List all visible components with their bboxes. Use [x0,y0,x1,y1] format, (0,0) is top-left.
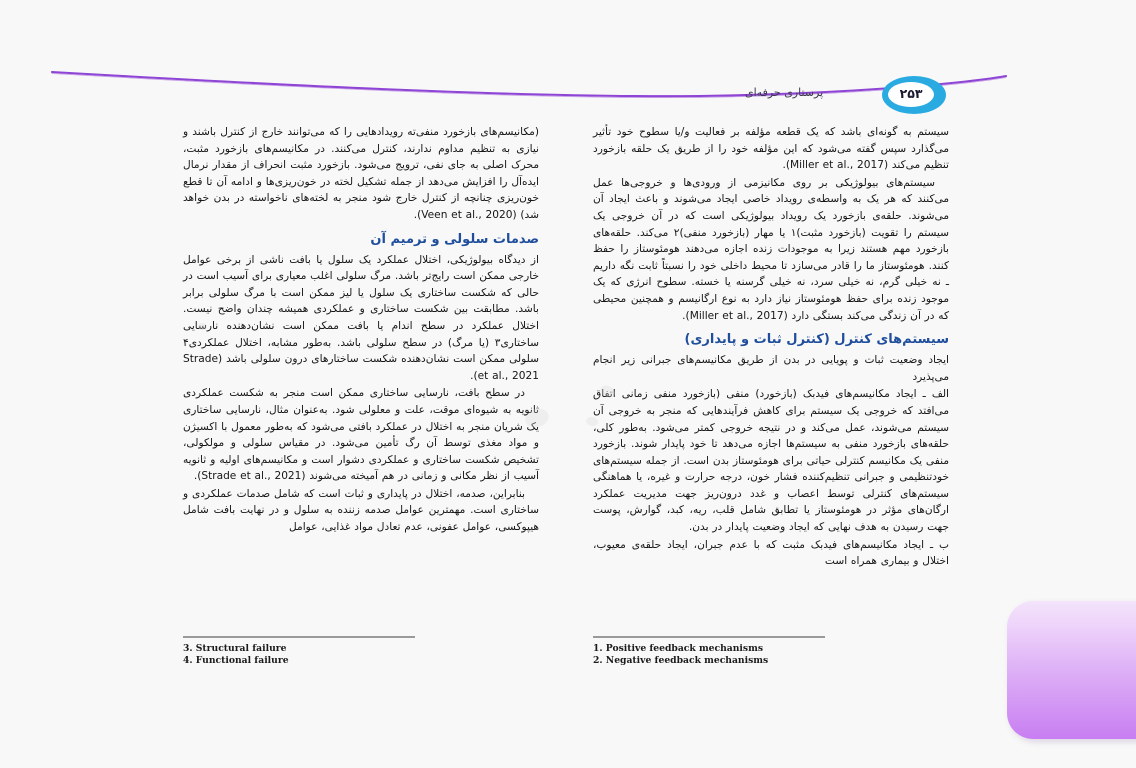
paragraph: (مکانیسم‌های بازخورد منفی‌ته رویدادهایی را که می‌توانند خارج از کنترل باشند و نیازی به تنظیم مداوم ندارند، کنترل می‌کنند. در مکانیسم‌های بازخورد مثبت، محرک اصلی به جای نفی، ترویج می‌شود. بازخورد مثبت انحراف از مقدار نرمال ایده‌آل را افزایش می‌دهد از جمله تشکیل لخته در خون‌ریزی‌ها و ادامه آن تا قطع خون‌ریزی چنانچه از کنترل خارج شود منجر به لخته‌های ناخواسته در بدن خواهد شد) (Veen et al., 2020). [183,126,539,221]
paragraph: بنابراین، صدمه، اختلال در پایداری و ثبات است که شامل صدمات عملکردی و ساختاری است. مهمترین عوامل صدمه زننده به سلول و در نهایت بافت شامل هیپوکسی، عوامل عفونی، عدم تعادل مواد غذایی، عوامل [183,487,539,534]
paragraph: ب ـ ایجاد مکانیسم‌های فیدبک مثبت که با عدم جبران، ایجاد حلقه‌ی معیوب، اختلال و بیماری همراه است [593,538,949,568]
paragraph: از دیدگاه بیولوژیکی، اختلال عملکرد یک سلول یا بافت ناشی از برخی عوامل خارجی ممکن است رایج‌تر باشد. مرگ سلولی اغلب معیاری برای آسیب است در حالی که شکست ساختاری یک سلول یا لیز ممکن است با مرگ سلولی برابر باشد. مطابقت بین شکست ساختاری و عملکردی همیشه چندان واضح نیست. اختلال عملکرد در سطح اندام یا بافت ممکن است نشان‌دهنده نارسایی ساختاری۳ (یا مرگ) در سطح سلولی باشد. به‌طور مشابه، اختلال عملکردی۴ سلولی ممکن است نشان‌دهنده شکست ساختارهای درون سلولی باشد (Strade et al., 2021). [183,253,539,382]
paragraph: الف ـ ایجاد مکانیسم‌های فیدبک (بازخورد) منفی (بازخورد منفی زمانی اتفاق می‌افتد که خروجی یک سیستم برای کاهش فرآیندهایی که منجر به خروجی آن سیستم می‌شوند، عمل می‌کند و در نتیجه خروجی کمتر می‌شود. به‌طور کلی، حلقه‌های بازخورد منفی به سیستم‌ها اجازه می‌دهد تا خود پایدار شوند. بازخورد منفی یک مکانیسم کنترلی حیاتی برای هومئوستاز بدن است. از جمله سیستم‌های خودتنظیمی و جبرانی تنظیم‌کننده فشار خون، درجه حرارت و غیره، یا هماهنگی سیستم‌های کنترلی توسط اعصاب و غدد درون‌ریز جهت مدیریت عملکرد ارگان‌های مؤثر در هومئوستاز یا تطابق شامل قلب، ریه، کبد، گوارش، پوست جهت رسیدن به هدف نهایی که ایجاد وضعیت پایدار در بدن. [593,388,949,534]
footnote-separator-rule [183,636,415,638]
text-column-right [593,124,949,571]
footnote-list-left [183,643,539,668]
section-heading: سیستم‌های کنترل (کنترل ثبات و پایداری) [684,332,949,348]
wave-line-decoration [0,58,1136,118]
footnote-item: 4. Functional failure [183,655,289,667]
footnote-item: 3. Structural failure [183,642,287,654]
paragraph: در سطح بافت، نارسایی ساختاری ممکن است منجر به شکست عملکردی ثانویه به شیوه‌ای موقت، علت و معلولی شود. به‌عنوان مثال، نارسایی ساختاری یک شریان منجر به اختلال در عملکرد بافتی می‌شود که به‌طور معمول با اکسیژن و مواد مغذی توسط آن رگ تأمین می‌شود. در مقیاس سلولی و مولکولی، تشخیص شکست ساختاری و عملکردی دشوار است و مکانیسم‌های اولیه و ثانویه آسیب از نظر مکانی و زمانی در هم آمیخته می‌شوند (Strade et al., 2021). [183,387,539,483]
footnote-list-right [593,643,949,668]
footnote-separator-rule [593,636,825,638]
running-header: پرستاری حرفه‌ای [745,86,824,99]
section-heading: صدمات سلولی و ترمیم آن [370,231,539,247]
page-number-badge [882,76,946,114]
paragraph: سیستم به گونه‌ای باشد که یک قطعه مؤلفه بر فعالیت و/یا سطوح خود تأثیر می‌گذارد سپس گفته می‌شود که این مؤلفه خود را از طریق یک حلقه بازخورد تنظیم می‌کند (Miller et al., 2017). [593,126,949,172]
footnotes-right [593,636,949,668]
footnotes-left [183,636,539,668]
footnote-item: 1. Positive feedback mechanisms [593,642,763,654]
badge-inner-ellipse [888,82,934,107]
paragraph: ایجاد وضعیت ثبات و پویایی در بدن از طریق مکانیسم‌های جبرانی زیر انجام می‌پذیرد [593,354,949,383]
purple-gradient-block [1007,601,1136,739]
page-number-text: ۲۵۳ [899,86,923,102]
paragraph: سیستم‌های بیولوژیکی بر روی مکانیزمی از ورودی‌ها و خروجی‌ها عمل می‌کنند که هر یک به واسطه‌ی رویداد خاصی ایجاد می‌شوند و باعث ایجاد آن می‌شوند. حلقه‌ی بازخورد یک رویداد بیولوژیکی است که در آن خروجی یک سیستم را تقویت (بازخورد مثبت)۱ یا مهار (بازخورد منفی)۲ می‌کند. حلقه‌های بازخورد مهم هستند زیرا به موجودات زنده اجازه می‌دهند هومئوستاز را حفظ کنند. هومئوستاز ما را قادر می‌سازد تا محیط داخلی خود را نسبتاً ثابت نگه داریم ـ نه خیلی گرم، نه خیلی سرد، نه خیلی گرسنه یا خسته. سطوح انرژی که یک موجود زنده برای حفظ هومئوستاز نیاز دارد به نوع ارگانیسم و همچنین محیطی که در آن زندگی می‌کند بستگی دارد (Miller et al., 2017). [593,176,949,322]
text-column-left [183,124,539,537]
footnote-item: 2. Negative feedback mechanisms [593,655,769,667]
